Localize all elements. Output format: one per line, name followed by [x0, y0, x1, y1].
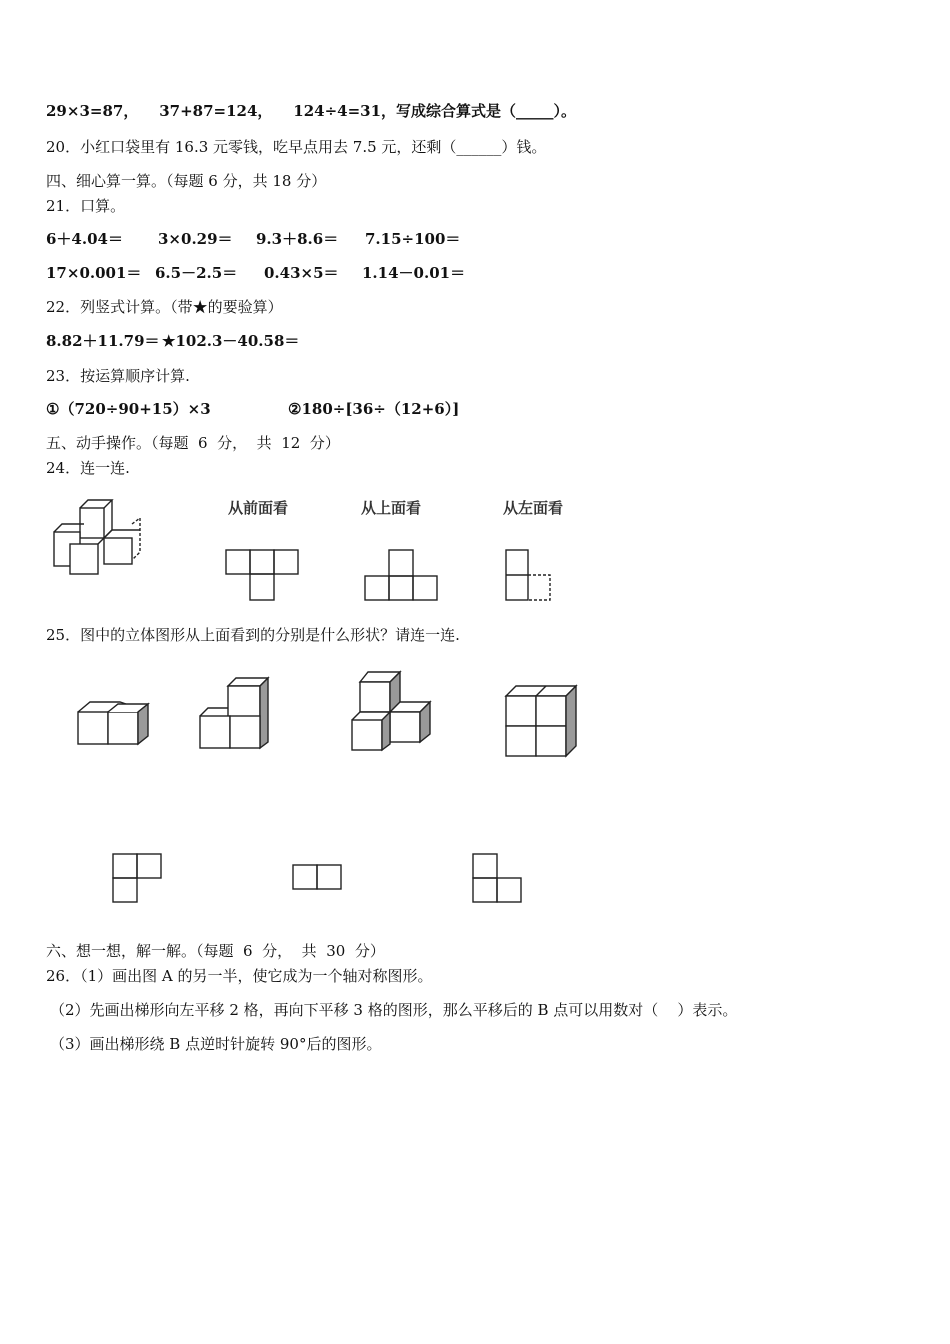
- q21-item: 7.15÷100＝: [365, 230, 461, 248]
- q21-item: 0.43×5＝: [264, 264, 339, 282]
- q22-item: ★102.3－40.58＝: [162, 332, 300, 350]
- section-6-heading: 六、想一想，解一解。（每题 6 分， 共 30 分）: [46, 942, 385, 960]
- q24-label-front: 从前面看: [228, 499, 289, 517]
- q26-part1: 26．（1）画出图 A 的另一半，使它成为一个轴对称图形。: [46, 967, 433, 985]
- section-5-heading: 五、动手操作。（每题 6 分， 共 12 分）: [46, 434, 340, 452]
- q24-solid-figure: [48, 494, 158, 578]
- q26-part2: （2）先画出梯形向左平移 2 格，再向下平移 3 格的图形，那么平移后的 B 点可以用数对（ ）表示。: [50, 1001, 738, 1019]
- q24-front-view: [224, 548, 300, 602]
- q21-item: 3×0.29＝: [158, 230, 233, 248]
- q24-title: 24．连一连.: [46, 459, 130, 477]
- q20-question: 20．小红口袋里有 16.3 元零钱，吃早点用去 7.5 元，还剩（______）钱。: [46, 138, 547, 156]
- q19-combined-formula: 29×3=87， 37+87=124， 124÷4=31，写成综合算式是（_____）。: [46, 102, 577, 120]
- q21-item: 6＋4.04＝: [46, 230, 123, 248]
- q25-view-c: [471, 852, 525, 904]
- q24-left-view: [504, 548, 556, 604]
- q23-title: 23．按运算顺序计算.: [46, 367, 190, 385]
- q25-view-a: [111, 852, 165, 904]
- q22-item: 8.82＋11.79＝: [46, 332, 160, 350]
- q21-item: 1.14－0.01＝: [362, 264, 466, 282]
- q23-item: ①（720÷90+15）×3: [46, 400, 211, 418]
- q21-item: 9.3＋8.6＝: [256, 230, 339, 248]
- q25-view-b: [291, 863, 345, 891]
- q22-title: 22．列竖式计算。（带★的要验算）: [46, 298, 283, 316]
- q21-title: 21．口算。: [46, 197, 126, 215]
- q21-item: 17×0.001＝: [46, 264, 142, 282]
- q24-label-top: 从上面看: [361, 499, 422, 517]
- q23-item: ②180÷[36÷（12+6）]: [288, 400, 460, 418]
- q25-solid-2: [198, 678, 274, 752]
- q25-solid-4: [504, 686, 580, 758]
- q24-top-view: [363, 548, 439, 602]
- q25-solid-1: [76, 694, 152, 748]
- q24-label-left: 从左面看: [503, 499, 564, 517]
- q21-item: 6.5－2.5＝: [155, 264, 238, 282]
- q25-solid-3: [350, 670, 434, 754]
- q26-part3: （3）画出梯形绕 B 点逆时针旋转 90°后的图形。: [50, 1035, 382, 1053]
- q25-title: 25．图中的立体图形从上面看到的分别是什么形状？请连一连.: [46, 626, 460, 644]
- section-4-heading: 四、细心算一算。（每题 6 分，共 18 分）: [46, 172, 327, 190]
